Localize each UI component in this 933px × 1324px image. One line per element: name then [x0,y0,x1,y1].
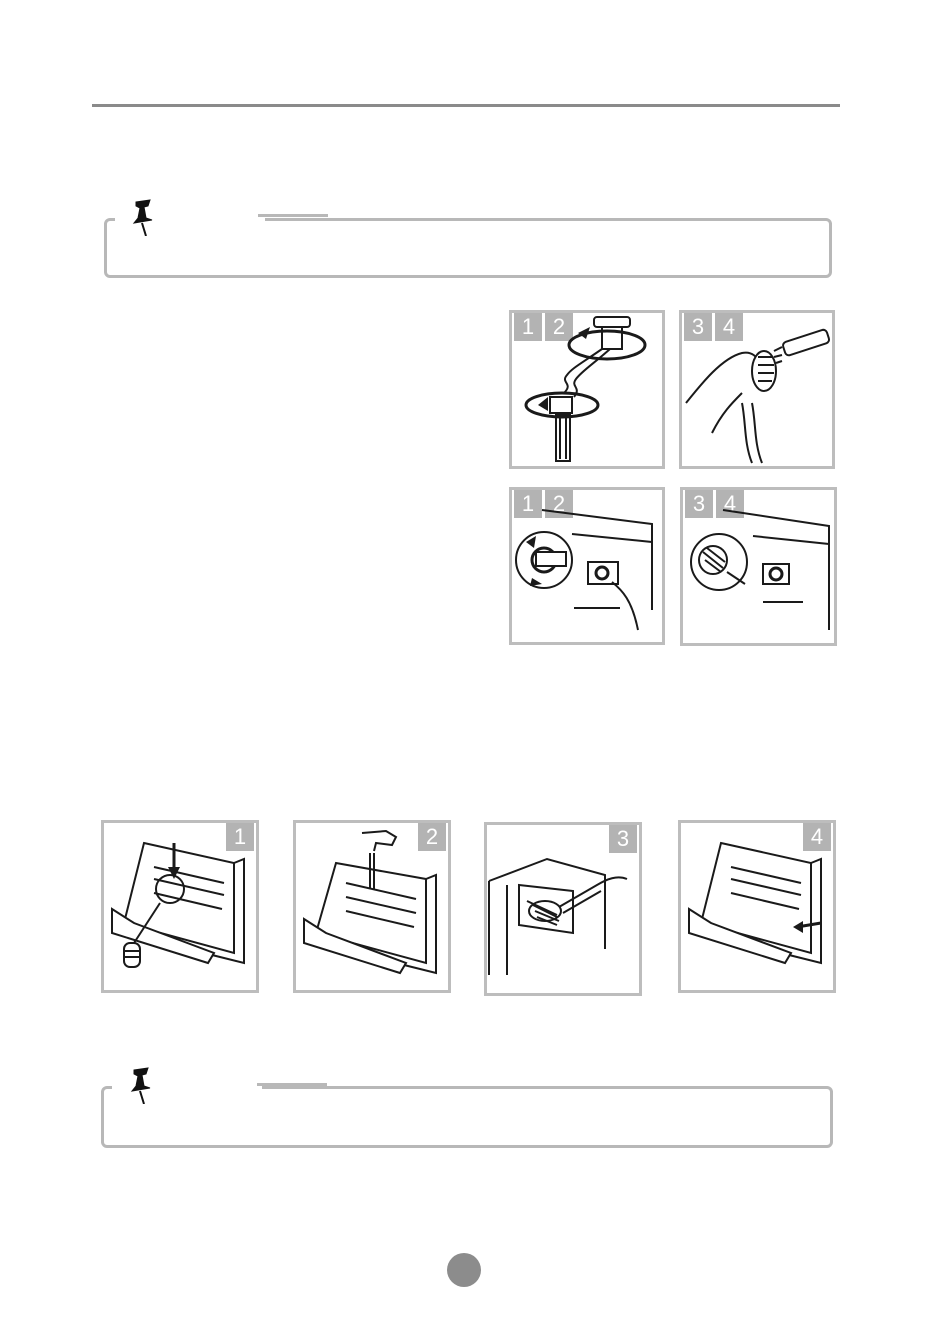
step-number: 1 [226,823,254,851]
step-number: 4 [716,490,744,518]
figure-hose-filter-clean [679,310,835,469]
step-number: 2 [545,313,573,341]
step-number: 3 [684,313,712,341]
step-number: 2 [418,823,446,851]
drawer-insert-illustration [681,823,833,990]
step-number: 4 [715,313,743,341]
step-number: 2 [545,490,573,518]
figure-machine-filter-remove [509,487,665,645]
step-number: 3 [609,825,637,853]
hose-filter-illustration [512,313,662,466]
note-box-bottom [101,1086,833,1148]
figure-drawer-step-4 [678,820,836,993]
step-number: 1 [514,490,542,518]
machine-inlet-illustration [512,490,662,642]
note-box-top [104,218,832,278]
figure-drawer-step-2 [293,820,451,993]
pushpin-icon [122,1064,162,1104]
pushpin-icon [124,196,164,236]
figure-drawer-step-1 [101,820,259,993]
drawer-rinse-illustration [296,823,448,990]
figure-drawer-step-3 [484,822,642,996]
figure-machine-filter-clean [680,487,837,646]
drawer-cavity-brush-illustration [487,825,639,993]
drawer-release-illustration [104,823,256,990]
figure-hose-filter-remove [509,310,665,469]
page-number-circle [447,1253,481,1287]
inlet-brush-illustration [683,490,834,643]
step-number: 4 [803,823,831,851]
header-rule [92,104,840,107]
step-number: 1 [514,313,542,341]
brush-cleaning-illustration [682,313,832,466]
step-number: 3 [685,490,713,518]
